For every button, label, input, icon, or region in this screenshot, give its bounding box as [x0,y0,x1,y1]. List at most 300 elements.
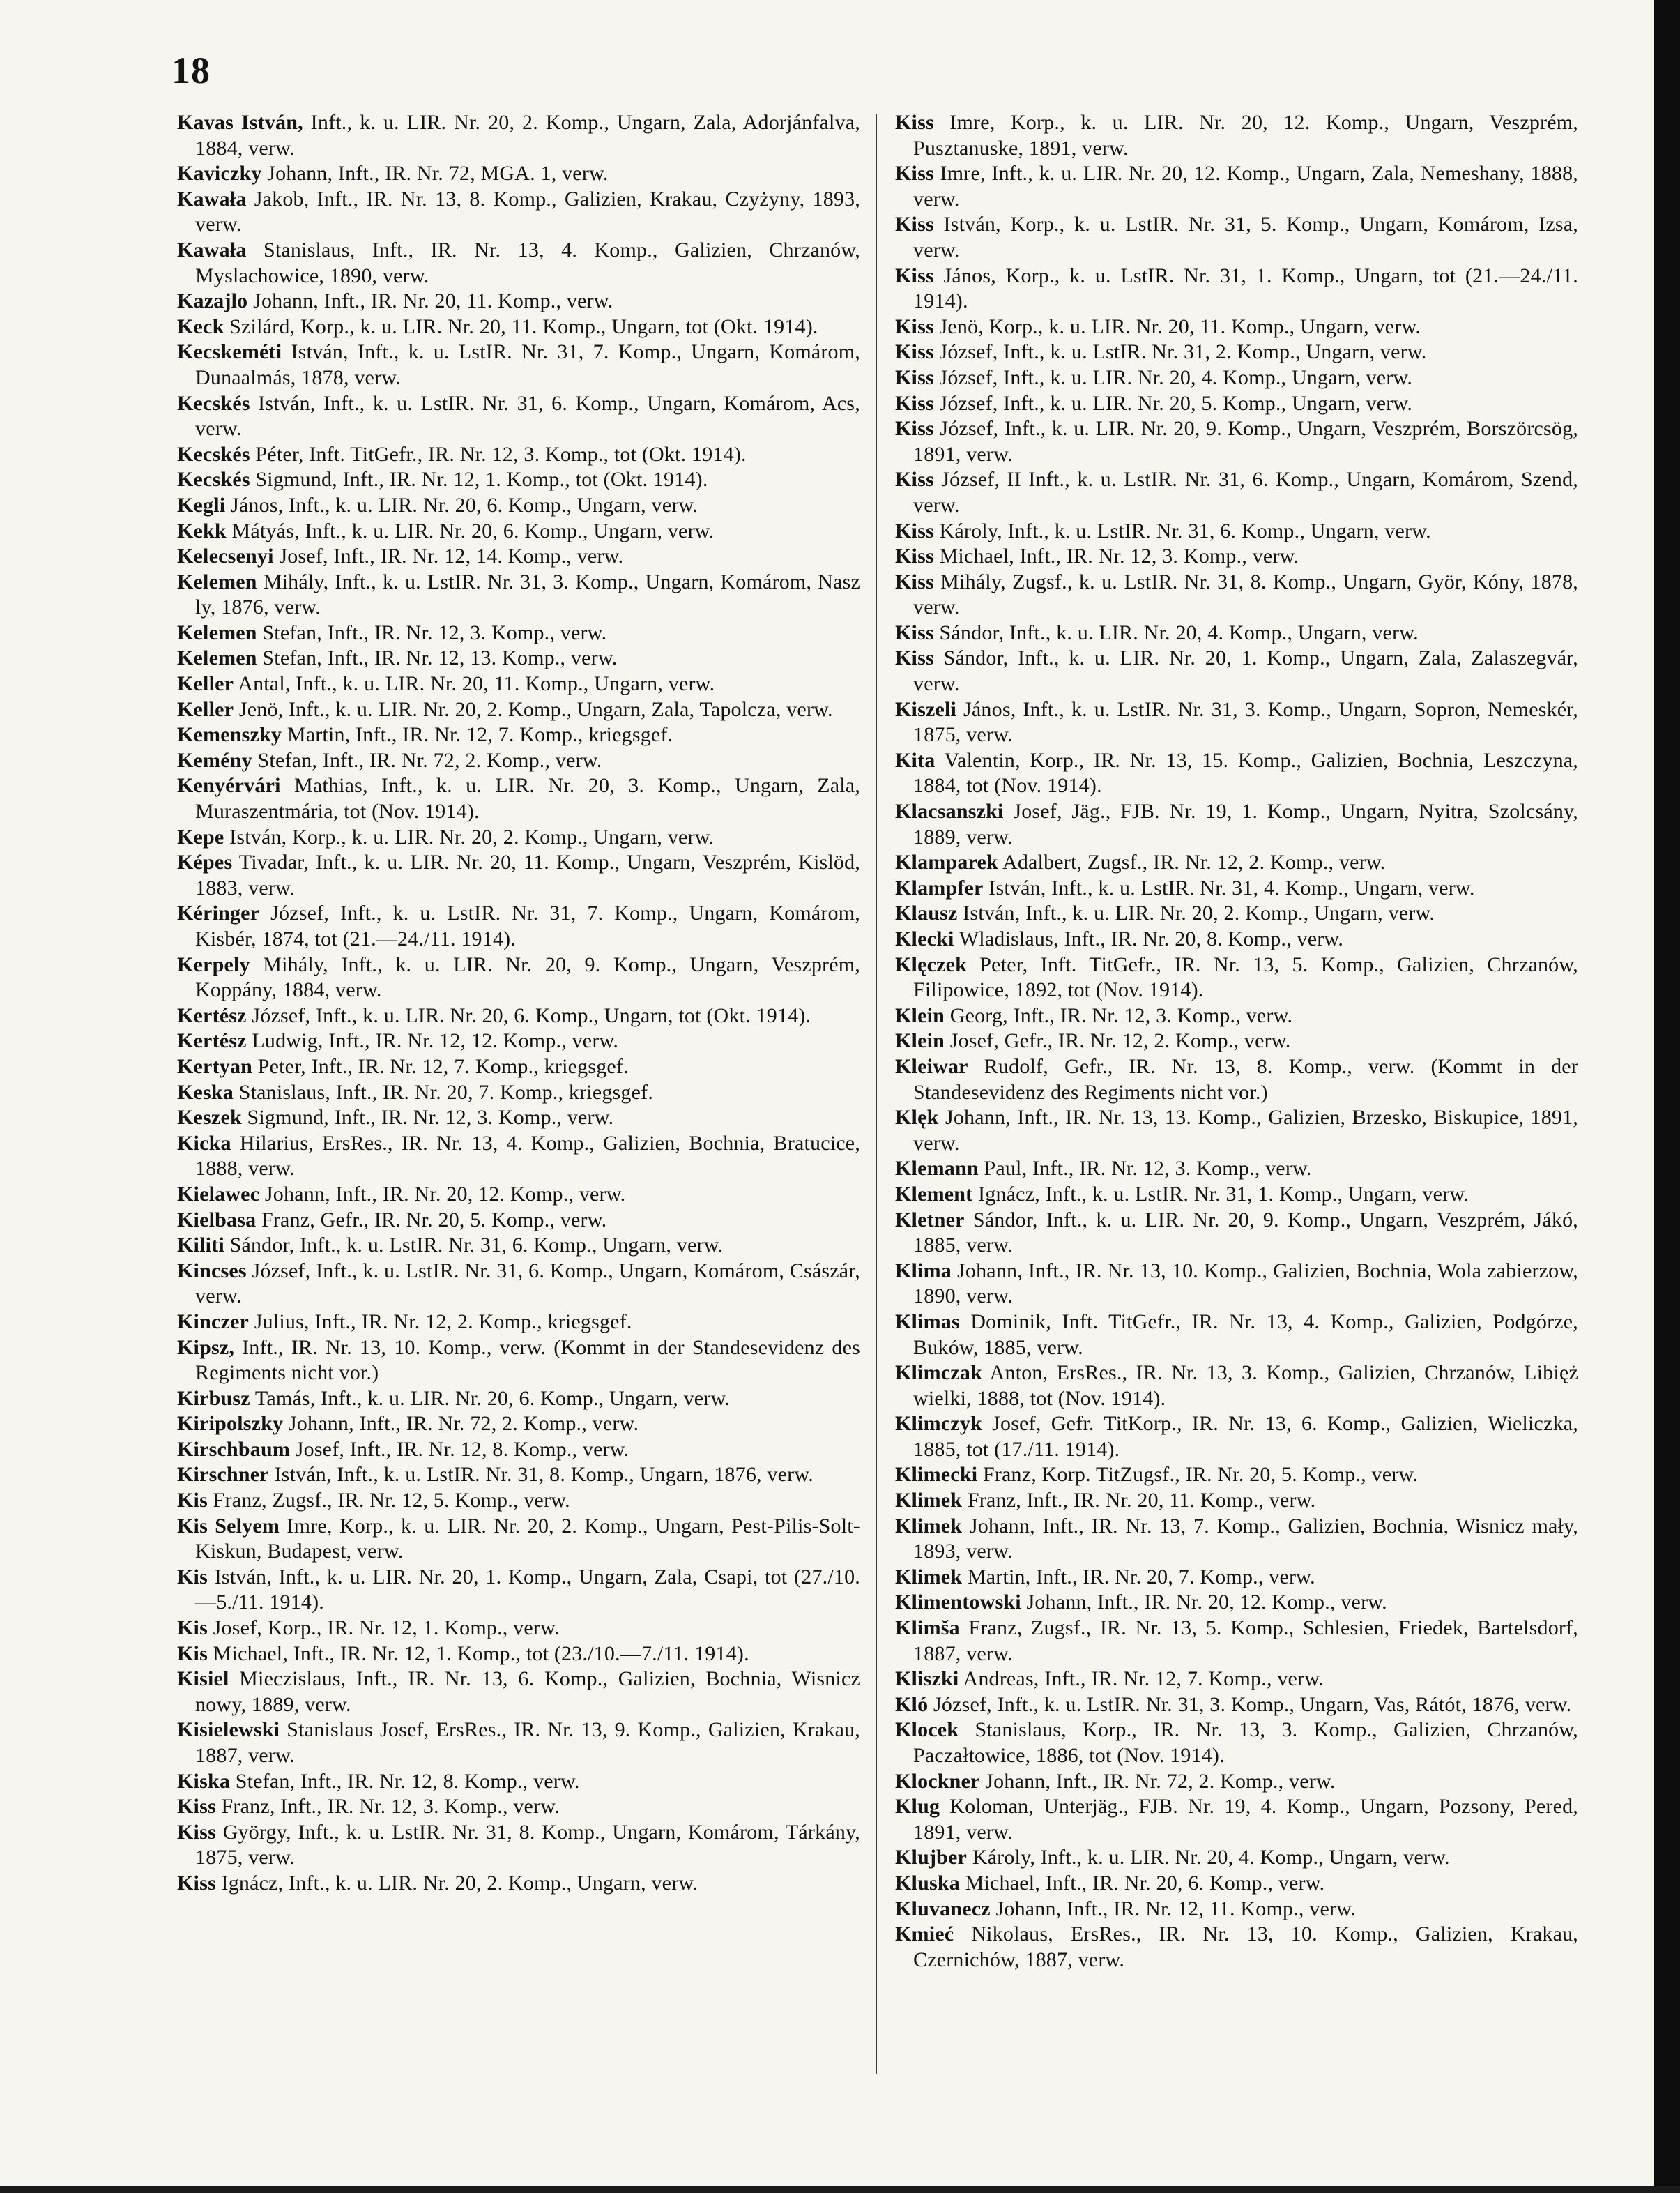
register-entry [895,1310,1578,1360]
register-entry [177,1208,860,1234]
entry-surname: Kirbusz [177,1386,250,1410]
entry-details: Johann, Inft., IR. Nr. 13, 7. Komp., Galizien, Bochnia, Wisnicz mały, 1893, verw. [913,1514,1578,1563]
register-entry [895,1794,1578,1845]
entry-surname: Kiss [895,340,934,364]
entry-surname: Kiss [895,391,934,415]
entry-details: Wladislaus, Inft., IR. Nr. 20, 8. Komp., verw. [954,927,1344,950]
entry-details: Péter, Inft. TitGefr., IR. Nr. 12, 3. Komp., tot (Okt. 1914). [250,442,747,466]
entry-surname: Kiss [895,417,934,441]
entry-details: Stanislaus Josef, ErsRes., IR. Nr. 13, 9. Komp., Galizien, Krakau, 1887, verw. [195,1718,860,1767]
entry-details: István, Inft., k. u. LstIR. Nr. 31, 8. Komp., Ungarn, 1876, verw. [268,1463,814,1487]
entry-details: Franz, Inft., IR. Nr. 12, 3. Komp., verw. [215,1795,560,1819]
register-entry [177,442,860,468]
entry-surname: Kaviczky [177,162,262,185]
register-entry [177,1233,860,1259]
register-entry [177,1565,860,1616]
entry-details: István, Inft., k. u. LstIR. Nr. 31, 4. Komp., Ungarn, verw. [983,876,1475,900]
entry-surname: Klausz [895,902,958,925]
entry-details: Josef, Jäg., FJB. Nr. 19, 1. Komp., Ungarn, Nyitra, Szolcsány, 1889, verw. [913,800,1578,849]
register-entry [895,1462,1578,1488]
entry-details: Michael, Inft., IR. Nr. 12, 1. Komp., tot (23./10.—7./11. 1914). [207,1641,749,1665]
entry-details: József, Inft., k. u. LIR. Nr. 20, 6. Komp., Ungarn, tot (Okt. 1914). [246,1003,811,1027]
entry-details: Peter, Inft., IR. Nr. 12, 7. Komp., kriegsgef. [252,1054,629,1078]
entry-surname: Klimek [895,1489,963,1512]
entry-surname: Klimentowski [895,1591,1021,1614]
entry-details: Franz, Zugsf., IR. Nr. 13, 5. Komp., Schlesien, Friedek, Bartelsdorf, 1887, verw. [913,1616,1578,1665]
register-entry [177,340,860,390]
entry-surname: Kiss [895,621,934,644]
register-entry [177,1769,860,1795]
register-entry [177,493,860,519]
register-entry [177,187,860,238]
register-entry [177,1514,860,1565]
entry-details: Tivadar, Inft., k. u. LIR. Nr. 20, 11. Komp., Ungarn, Veszprém, Kislöd, 1883, verw. [195,851,860,900]
entry-surname: Klimecki [895,1463,978,1487]
entry-surname: Keck [177,314,224,338]
entry-details: Valentin, Korp., IR. Nr. 13, 15. Komp., Galizien, Bochnia, Leszczyna, 1884, tot (Nov. 1914). [913,748,1578,798]
entry-surname: Kmieć [895,1922,954,1946]
entry-details: Franz, Korp. TitZugsf., IR. Nr. 20, 5. Komp., verw. [977,1463,1419,1487]
register-entry [177,110,860,161]
register-entry [177,953,860,1003]
register-entry [895,161,1578,212]
entry-surname: Kis [177,1565,208,1588]
entry-surname: Kertész [177,1003,247,1027]
register-entry [177,1437,860,1463]
entry-details: Mathias, Inft., k. u. LIR. Nr. 20, 3. Komp., Ungarn, Zala, Muraszentmária, tot (Nov. 1914). [195,774,860,824]
entry-details: Ludwig, Inft., IR. Nr. 12, 12. Komp., verw. [246,1029,619,1053]
entry-details: Hilarius, ErsRes., IR. Nr. 13, 4. Komp., Galizien, Bochnia, Bratucice, 1888, verw. [195,1131,860,1181]
entry-details: József, II Inft., k. u. LstIR. Nr. 31, 6. Komp., Ungarn, Komárom, Szend, verw. [913,468,1578,517]
entry-surname: Kleiwar [895,1054,968,1078]
entry-surname: Klimas [895,1310,960,1333]
entry-surname: Kiss [895,314,934,338]
entry-details: József, Inft., k. u. LstIR. Nr. 31, 7. Komp., Ungarn, Komárom, Kisbér, 1874, tot (21.—24./11. 1914). [195,902,860,950]
entry-surname: Kita [895,748,936,772]
register-entry [895,1360,1578,1411]
entry-surname: Kemény [177,748,252,772]
entry-details: Imre, Inft., k. u. LIR. Nr. 20, 12. Komp., Ungarn, Zala, Nemeshany, 1888, verw. [913,162,1578,211]
register-entry [895,391,1578,417]
register-entry [895,1029,1578,1054]
register-entry [177,697,860,723]
register-entry [895,570,1578,621]
entry-details: Paul, Inft., IR. Nr. 12, 3. Komp., verw. [978,1157,1312,1181]
entry-details: Julius, Inft., IR. Nr. 12, 2. Komp., kriegsgef. [249,1310,632,1333]
register-entry [895,1565,1578,1591]
register-entry [895,1769,1578,1795]
entry-surname: Kazajlo [177,289,248,313]
register-entry [895,901,1578,927]
register-entry [177,1105,860,1131]
entry-surname: Kiss [895,519,934,542]
entry-surname: Klęk [895,1106,939,1130]
register-entry [177,1616,860,1641]
entry-surname: Kekk [177,519,227,542]
entry-details: Johann, Inft., IR. Nr. 12, 11. Komp., verw. [990,1897,1356,1920]
entry-details: Stefan, Inft., IR. Nr. 72, 2. Komp., verw. [252,748,602,772]
entry-details: Mihály, Inft., k. u. LIR. Nr. 20, 9. Komp., Ungarn, Veszprém, Koppány, 1884, verw. [195,953,860,1002]
entry-details: Josef, Korp., IR. Nr. 12, 1. Komp., verw. [207,1616,560,1640]
register-entry [895,519,1578,545]
entry-details: Nikolaus, ErsRes., IR. Nr. 13, 10. Komp., Galizien, Krakau, Czernichów, 1887, verw. [913,1922,1578,1971]
register-entry [177,1794,860,1820]
entry-details: Michael, Inft., IR. Nr. 20, 6. Komp., verw. [959,1871,1325,1895]
entry-surname: Klimek [895,1565,963,1588]
register-entry [177,1003,860,1029]
entry-details: István, Inft., k. u. LIR. Nr. 20, 1. Komp., Ungarn, Zala, Csapi, tot (27./10.—5./11. 1914). [195,1565,860,1614]
entry-details: Sándor, Inft., k. u. LIR. Nr. 20, 4. Komp., Ungarn, verw. [933,621,1419,644]
entry-details: Anton, ErsRes., IR. Nr. 13, 3. Komp., Galizien, Chrzanów, Libięż wielki, 1888, tot (Nov. 1914). [913,1361,1578,1410]
register-entry [895,621,1578,646]
entry-surname: Kiss [895,162,934,185]
entry-details: Peter, Inft. TitGefr., IR. Nr. 13, 5. Komp., Galizien, Chrzanów, Filipowice, 1892, tot (Nov. 1914). [913,953,1578,1002]
entry-surname: Kecskés [177,391,250,415]
entry-surname: Kiripolszky [177,1412,284,1436]
entry-details: Sigmund, Inft., IR. Nr. 12, 3. Komp., verw. [241,1106,614,1130]
entry-surname: Kerpely [177,953,250,976]
entry-details: Antal, Inft., k. u. LIR. Nr. 20, 11. Komp., Ungarn, verw. [234,672,715,696]
entry-surname: Kis [177,1616,208,1640]
entry-details: Johann, Inft., IR. Nr. 20, 12. Komp., verw. [259,1182,626,1206]
entry-surname: Kincses [177,1259,247,1282]
entry-details: Johann, Inft., IR. Nr. 72, 2. Komp., verw. [979,1769,1336,1793]
entry-surname: Klement [895,1182,973,1206]
entry-details: Mihály, Inft., k. u. LstIR. Nr. 31, 3. Komp., Ungarn, Komárom, Nasz ly, 1876, verw. [195,570,860,619]
entry-details: János, Inft., k. u. LIR. Nr. 20, 6. Komp., Ungarn, verw. [225,493,698,517]
register-entry [177,748,860,774]
entry-surname: Kecskés [177,468,250,492]
register-entry [895,1717,1578,1768]
entry-surname: Kló [895,1692,929,1716]
register-entry [177,773,860,824]
entry-details: Mátyás, Inft., k. u. LIR. Nr. 20, 6. Komp., Ungarn, verw. [226,519,715,542]
entry-details: Josef, Gefr., IR. Nr. 12, 2. Komp., verw. [945,1029,1291,1053]
entry-details: Andreas, Inft., IR. Nr. 12, 7. Komp., verw. [959,1667,1324,1691]
entry-surname: Klockner [895,1769,980,1793]
entry-details: Stanislaus, Korp., IR. Nr. 13, 3. Komp., Galizien, Chrzanów, Paczałtowice, 1886, tot (Nov. 1914). [913,1718,1578,1767]
entry-surname: Klimczyk [895,1412,982,1436]
entry-surname: Klęczek [895,953,968,976]
entry-details: Stefan, Inft., IR. Nr. 12, 8. Komp., verw. [230,1769,580,1793]
register-entry [177,1717,860,1768]
entry-surname: Klampfer [895,876,984,900]
entry-details: József, Inft., k. u. LstIR. Nr. 31, 6. Komp., Ungarn, Komárom, Császár, verw. [195,1259,860,1308]
entry-surname: Kiss [895,365,934,389]
entry-surname: Kiss [177,1820,216,1844]
register-entry [895,1845,1578,1871]
register-entry [177,1667,860,1717]
entry-details: Stanislaus, Inft., IR. Nr. 13, 4. Komp., Galizien, Chrzanów, Myslachowice, 1890, verw. [195,238,860,287]
scan-edge [1654,0,1680,2193]
entry-surname: Kliszki [895,1667,959,1691]
entry-surname: Kiss [177,1871,216,1895]
entry-surname: Kletner [895,1208,965,1231]
entry-details: Johann, Inft., IR. Nr. 72, MGA. 1, verw. [261,162,609,185]
entry-details: Dominik, Inft. TitGefr., IR. Nr. 13, 4. Komp., Galizien, Podgórze, Buków, 1885, verw. [913,1310,1578,1359]
register-entry [895,850,1578,876]
entry-details: Johann, Inft., IR. Nr. 20, 11. Komp., verw. [247,289,613,313]
register-entry [895,110,1578,161]
entry-surname: Kis [177,1641,208,1665]
entry-surname: Keller [177,672,234,696]
register-entry [177,1182,860,1208]
register-entry [177,289,860,314]
entry-surname: Klocek [895,1718,959,1742]
register-entry [895,1590,1578,1616]
entry-details: György, Inft., k. u. LstIR. Nr. 31, 8. Komp., Ungarn, Komárom, Tárkány, 1875, verw. [195,1820,860,1869]
entry-details: István, Korp., k. u. LstIR. Nr. 31, 5. Komp., Ungarn, Komárom, Izsa, verw. [913,213,1578,261]
entry-details: Ignácz, Inft., k. u. LIR. Nr. 20, 2. Komp., Ungarn, verw. [215,1871,698,1895]
entry-details: Stefan, Inft., IR. Nr. 12, 3. Komp., verw. [257,621,607,644]
entry-details: István, Korp., k. u. LIR. Nr. 20, 2. Komp., Ungarn, verw. [224,825,715,849]
register-entry [177,850,860,901]
entry-surname: Keszek [177,1106,242,1130]
register-entry [177,1641,860,1667]
entry-surname: Kis Selyem [177,1514,280,1538]
entry-details: Koloman, Unterjäg., FJB. Nr. 19, 4. Komp., Ungarn, Pozsony, Pered, 1891, verw. [913,1795,1578,1844]
entry-details: Tamás, Inft., k. u. LIR. Nr. 20, 6. Komp., Ungarn, verw. [250,1386,731,1410]
register-entry [895,646,1578,697]
register-entry [177,1259,860,1310]
entry-details: Johann, Inft., IR. Nr. 13, 13. Komp., Galizien, Brzesko, Biskupice, 1891, verw. [913,1106,1578,1155]
register-entry [177,1029,860,1054]
register-entry [177,1335,860,1386]
page-number: 18 [171,50,211,91]
entry-surname: Kelecsenyi [177,545,274,568]
register-entry [177,671,860,697]
entry-surname: Klimša [895,1616,960,1640]
entry-surname: Kiss [895,545,934,568]
entry-surname: Kelemen [177,570,257,593]
entry-surname: Klimczak [895,1361,982,1385]
entry-details: Johann, Inft., IR. Nr. 20, 12. Komp., verw. [1021,1591,1387,1614]
entry-surname: Klimek [895,1514,963,1538]
register-entry [177,621,860,646]
entry-surname: Kawała [177,187,247,211]
register-entry [895,544,1578,570]
entry-surname: Klima [895,1259,952,1282]
register-entry [177,901,860,952]
entry-surname: Kecskés [177,442,250,466]
entry-details: József, Inft., k. u. LstIR. Nr. 31, 2. Komp., Ungarn, verw. [933,340,1427,364]
entry-details: Károly, Inft., k. u. LIR. Nr. 20, 4. Komp., Ungarn, verw. [967,1846,1450,1869]
register-entry [177,544,860,570]
entry-details: Jenö, Inft., k. u. LIR. Nr. 20, 2. Komp., Ungarn, Zala, Tapolcza, verw. [234,697,833,721]
register-entry [177,825,860,851]
entry-surname: Kiszeli [895,697,957,721]
entry-surname: Kertyan [177,1054,253,1078]
register-entry [895,1897,1578,1922]
register-entry [895,1182,1578,1208]
register-entry [177,1488,860,1514]
entry-details: Sándor, Inft., k. u. LstIR. Nr. 31, 6. Komp., Ungarn, verw. [224,1234,724,1257]
entry-surname: Kluvanecz [895,1897,991,1920]
entry-details: István, Inft., k. u. LIR. Nr. 20, 2. Komp., Ungarn, verw. [957,902,1435,925]
register-entry [177,1054,860,1080]
scan-edge-bottom [0,2186,1680,2193]
entry-details: Stefan, Inft., IR. Nr. 12, 13. Komp., verw. [257,646,618,670]
entry-details: Stanislaus, Inft., IR. Nr. 20, 7. Komp., kriegsgef. [234,1080,654,1104]
entry-surname: Kiss [177,1795,216,1819]
entry-details: Sándor, Inft., k. u. LIR. Nr. 20, 9. Komp., Ungarn, Veszprém, Jákó, 1885, verw. [913,1208,1578,1257]
register-entry [895,467,1578,518]
entry-surname: Kegli [177,493,226,517]
entry-details: Adalbert, Zugsf., IR. Nr. 12, 2. Komp., verw. [998,851,1386,874]
entry-details: Szilárd, Korp., k. u. LIR. Nr. 20, 11. Komp., Ungarn, tot (Okt. 1914). [224,314,818,338]
register-entry [177,722,860,748]
right-column [895,110,1578,1973]
entry-surname: Kicka [177,1131,231,1155]
entry-surname: Klacsanszki [895,800,1004,824]
register-entry [895,264,1578,314]
register-entry [895,697,1578,748]
entry-surname: Kis [177,1489,208,1512]
entry-details: Inft., IR. Nr. 13, 10. Komp., verw. (Kommt in der Standesevidenz des Regiments nicht vor.) [195,1335,860,1385]
register-entry [177,1820,860,1871]
entry-details: István, Inft., k. u. LstIR. Nr. 31, 7. Komp., Ungarn, Komárom, Dunaalmás, 1878, verw. [195,340,860,389]
register-entry [895,953,1578,1003]
entry-surname: Kecskeméti [177,340,282,364]
left-column [177,110,860,1897]
entry-surname: Kiss [895,111,934,134]
entry-surname: Kiss [895,646,934,670]
entry-details: István, Inft., k. u. LstIR. Nr. 31, 6. Komp., Ungarn, Komárom, Acs, verw. [195,391,860,441]
register-entry [895,365,1578,391]
register-entry [177,238,860,289]
entry-details: Josef, Inft., IR. Nr. 12, 14. Komp., verw. [273,545,624,568]
entry-surname: Klug [895,1795,940,1819]
register-entry [177,1411,860,1437]
entry-details: Josef, Gefr. TitKorp., IR. Nr. 13, 6. Komp., Galizien, Wieliczka, 1885, tot (17./11. 1914). [913,1412,1578,1461]
entry-surname: Keska [177,1080,234,1104]
entry-details: Sándor, Inft., k. u. LIR. Nr. 20, 1. Komp., Ungarn, Zala, Zalaszegvár, verw. [913,646,1578,696]
register-entry [177,570,860,621]
entry-details: János, Inft., k. u. LstIR. Nr. 31, 3. Komp., Ungarn, Sopron, Nemeskér, 1875, verw. [913,697,1578,747]
register-entry [895,1616,1578,1667]
entry-surname: Keller [177,697,234,721]
entry-surname: Kielbasa [177,1208,257,1231]
entry-details: Martin, Inft., IR. Nr. 12, 7. Komp., kriegsgef. [282,723,673,747]
entry-surname: Kinczer [177,1310,250,1333]
entry-surname: Kipsz, [177,1335,235,1359]
register-entry [895,1692,1578,1718]
entry-details: Johann, Inft., IR. Nr. 13, 10. Komp., Galizien, Bochnia, Wola zabierzow, 1890, verw. [913,1259,1578,1308]
entry-surname: Kelemen [177,646,257,670]
entry-details: Inft., k. u. LIR. Nr. 20, 2. Komp., Ungarn, Zala, Adorjánfalva, 1884, verw. [195,111,860,160]
register-entry [895,1667,1578,1692]
register-entry [177,519,860,545]
entry-details: Rudolf, Gefr., IR. Nr. 13, 8. Komp., verw. (Kommt in der Standesevidenz des Regiments nicht vor.) [913,1054,1578,1104]
entry-details: Martin, Inft., IR. Nr. 20, 7. Komp., verw. [962,1565,1315,1588]
entry-surname: Kepe [177,825,224,849]
register-entry [177,1080,860,1106]
entry-surname: Képes [177,851,233,874]
register-entry [895,416,1578,467]
entry-surname: Klemann [895,1157,979,1181]
entry-surname: Kiss [895,570,934,593]
entry-details: Franz, Gefr., IR. Nr. 20, 5. Komp., verw. [256,1208,607,1231]
register-entry [177,314,860,340]
register-entry [895,748,1578,799]
register-entry [895,1156,1578,1182]
entry-surname: Kirschner [177,1463,269,1487]
entry-surname: Kisielewski [177,1718,280,1742]
register-entry [895,1054,1578,1105]
register-entry [177,1386,860,1412]
register-entry [177,1310,860,1335]
register-entry [895,314,1578,340]
entry-details: Johann, Inft., IR. Nr. 72, 2. Komp., verw. [283,1412,639,1436]
entry-surname: Klamparek [895,851,998,874]
entry-surname: Kawała [177,238,247,261]
entry-details: Sigmund, Inft., IR. Nr. 12, 1. Komp., tot (Okt. 1914). [250,468,708,492]
entry-details: Imre, Korp., k. u. LIR. Nr. 20, 12. Komp., Ungarn, Veszprém, Pusztanuske, 1891, verw. [913,111,1578,160]
entry-details: József, Inft., k. u. LIR. Nr. 20, 5. Komp., Ungarn, verw. [933,391,1413,415]
entry-details: János, Korp., k. u. LstIR. Nr. 31, 1. Komp., Ungarn, tot (21.—24./11. 1914). [913,264,1578,313]
entry-surname: Kelemen [177,621,257,644]
entry-details: Mieczislaus, Inft., IR. Nr. 13, 6. Komp., Galizien, Bochnia, Wisnicz nowy, 1889, verw. [195,1667,860,1716]
entry-surname: Kiss [895,213,934,236]
register-entry [895,1105,1578,1156]
register-entry [895,1514,1578,1565]
register-entry [895,1259,1578,1310]
entry-details: Jakob, Inft., IR. Nr. 13, 8. Komp., Galizien, Krakau, Czyżyny, 1893, verw. [195,187,860,236]
entry-details: Imre, Korp., k. u. LIR. Nr. 20, 2. Komp., Ungarn, Pest-Pilis-Solt-Kiskun, Budapest, verw. [195,1514,860,1563]
register-entry [895,1871,1578,1897]
entry-details: József, Inft., k. u. LstIR. Nr. 31, 3. Komp., Ungarn, Vas, Rátót, 1876, verw. [928,1692,1572,1716]
entry-surname: Kluska [895,1871,960,1895]
entry-surname: Kiss [895,264,934,287]
entry-details: Franz, Zugsf., IR. Nr. 12, 5. Komp., verw. [207,1489,570,1512]
register-entry [895,1411,1578,1462]
entry-surname: Kenyérvári [177,774,281,798]
register-entry [177,1462,860,1488]
entry-details: Ignácz, Inft., k. u. LstIR. Nr. 31, 1. Komp., Ungarn, verw. [972,1182,1469,1206]
entry-details: József, Inft., k. u. LIR. Nr. 20, 4. Komp., Ungarn, verw. [933,365,1413,389]
column-divider [876,114,877,2074]
register-entry [895,799,1578,850]
register-entry [895,212,1578,263]
entry-details: Georg, Inft., IR. Nr. 12, 3. Komp., verw. [945,1003,1293,1027]
register-entry [177,161,860,187]
register-entry [177,1131,860,1182]
entry-details: Michael, Inft., IR. Nr. 12, 3. Komp., verw. [933,545,1299,568]
entry-surname: Kirschbaum [177,1437,291,1461]
entry-surname: Klecki [895,927,954,950]
entry-details: Jenö, Korp., k. u. LIR. Nr. 20, 11. Komp., Ungarn, verw. [933,314,1421,338]
entry-surname: Klein [895,1003,945,1027]
register-entry [895,1922,1578,1973]
entry-surname: Kertész [177,1029,247,1053]
entry-details: Mihály, Zugsf., k. u. LstIR. Nr. 31, 8. Komp., Ungarn, Györ, Kóny, 1878, verw. [913,570,1578,619]
register-entry [177,1871,860,1897]
entry-details: Josef, Inft., IR. Nr. 12, 8. Komp., verw. [290,1437,629,1461]
entry-details: József, Inft., k. u. LIR. Nr. 20, 9. Komp., Ungarn, Veszprém, Borszörcsög, 1891, verw. [913,417,1578,466]
entry-surname: Kéringer [177,902,260,925]
entry-surname: Klujber [895,1846,968,1869]
entry-surname: Klein [895,1029,945,1053]
register-entry [895,340,1578,365]
entry-surname: Kiss [895,468,934,492]
register-entry [895,927,1578,953]
register-entry [177,391,860,442]
entry-details: Károly, Inft., k. u. LstIR. Nr. 31, 6. Komp., Ungarn, verw. [933,519,1431,542]
entry-details: Franz, Inft., IR. Nr. 20, 11. Komp., verw. [962,1489,1316,1512]
entry-surname: Kiska [177,1769,231,1793]
register-entry [177,467,860,493]
register-entry [895,1003,1578,1029]
